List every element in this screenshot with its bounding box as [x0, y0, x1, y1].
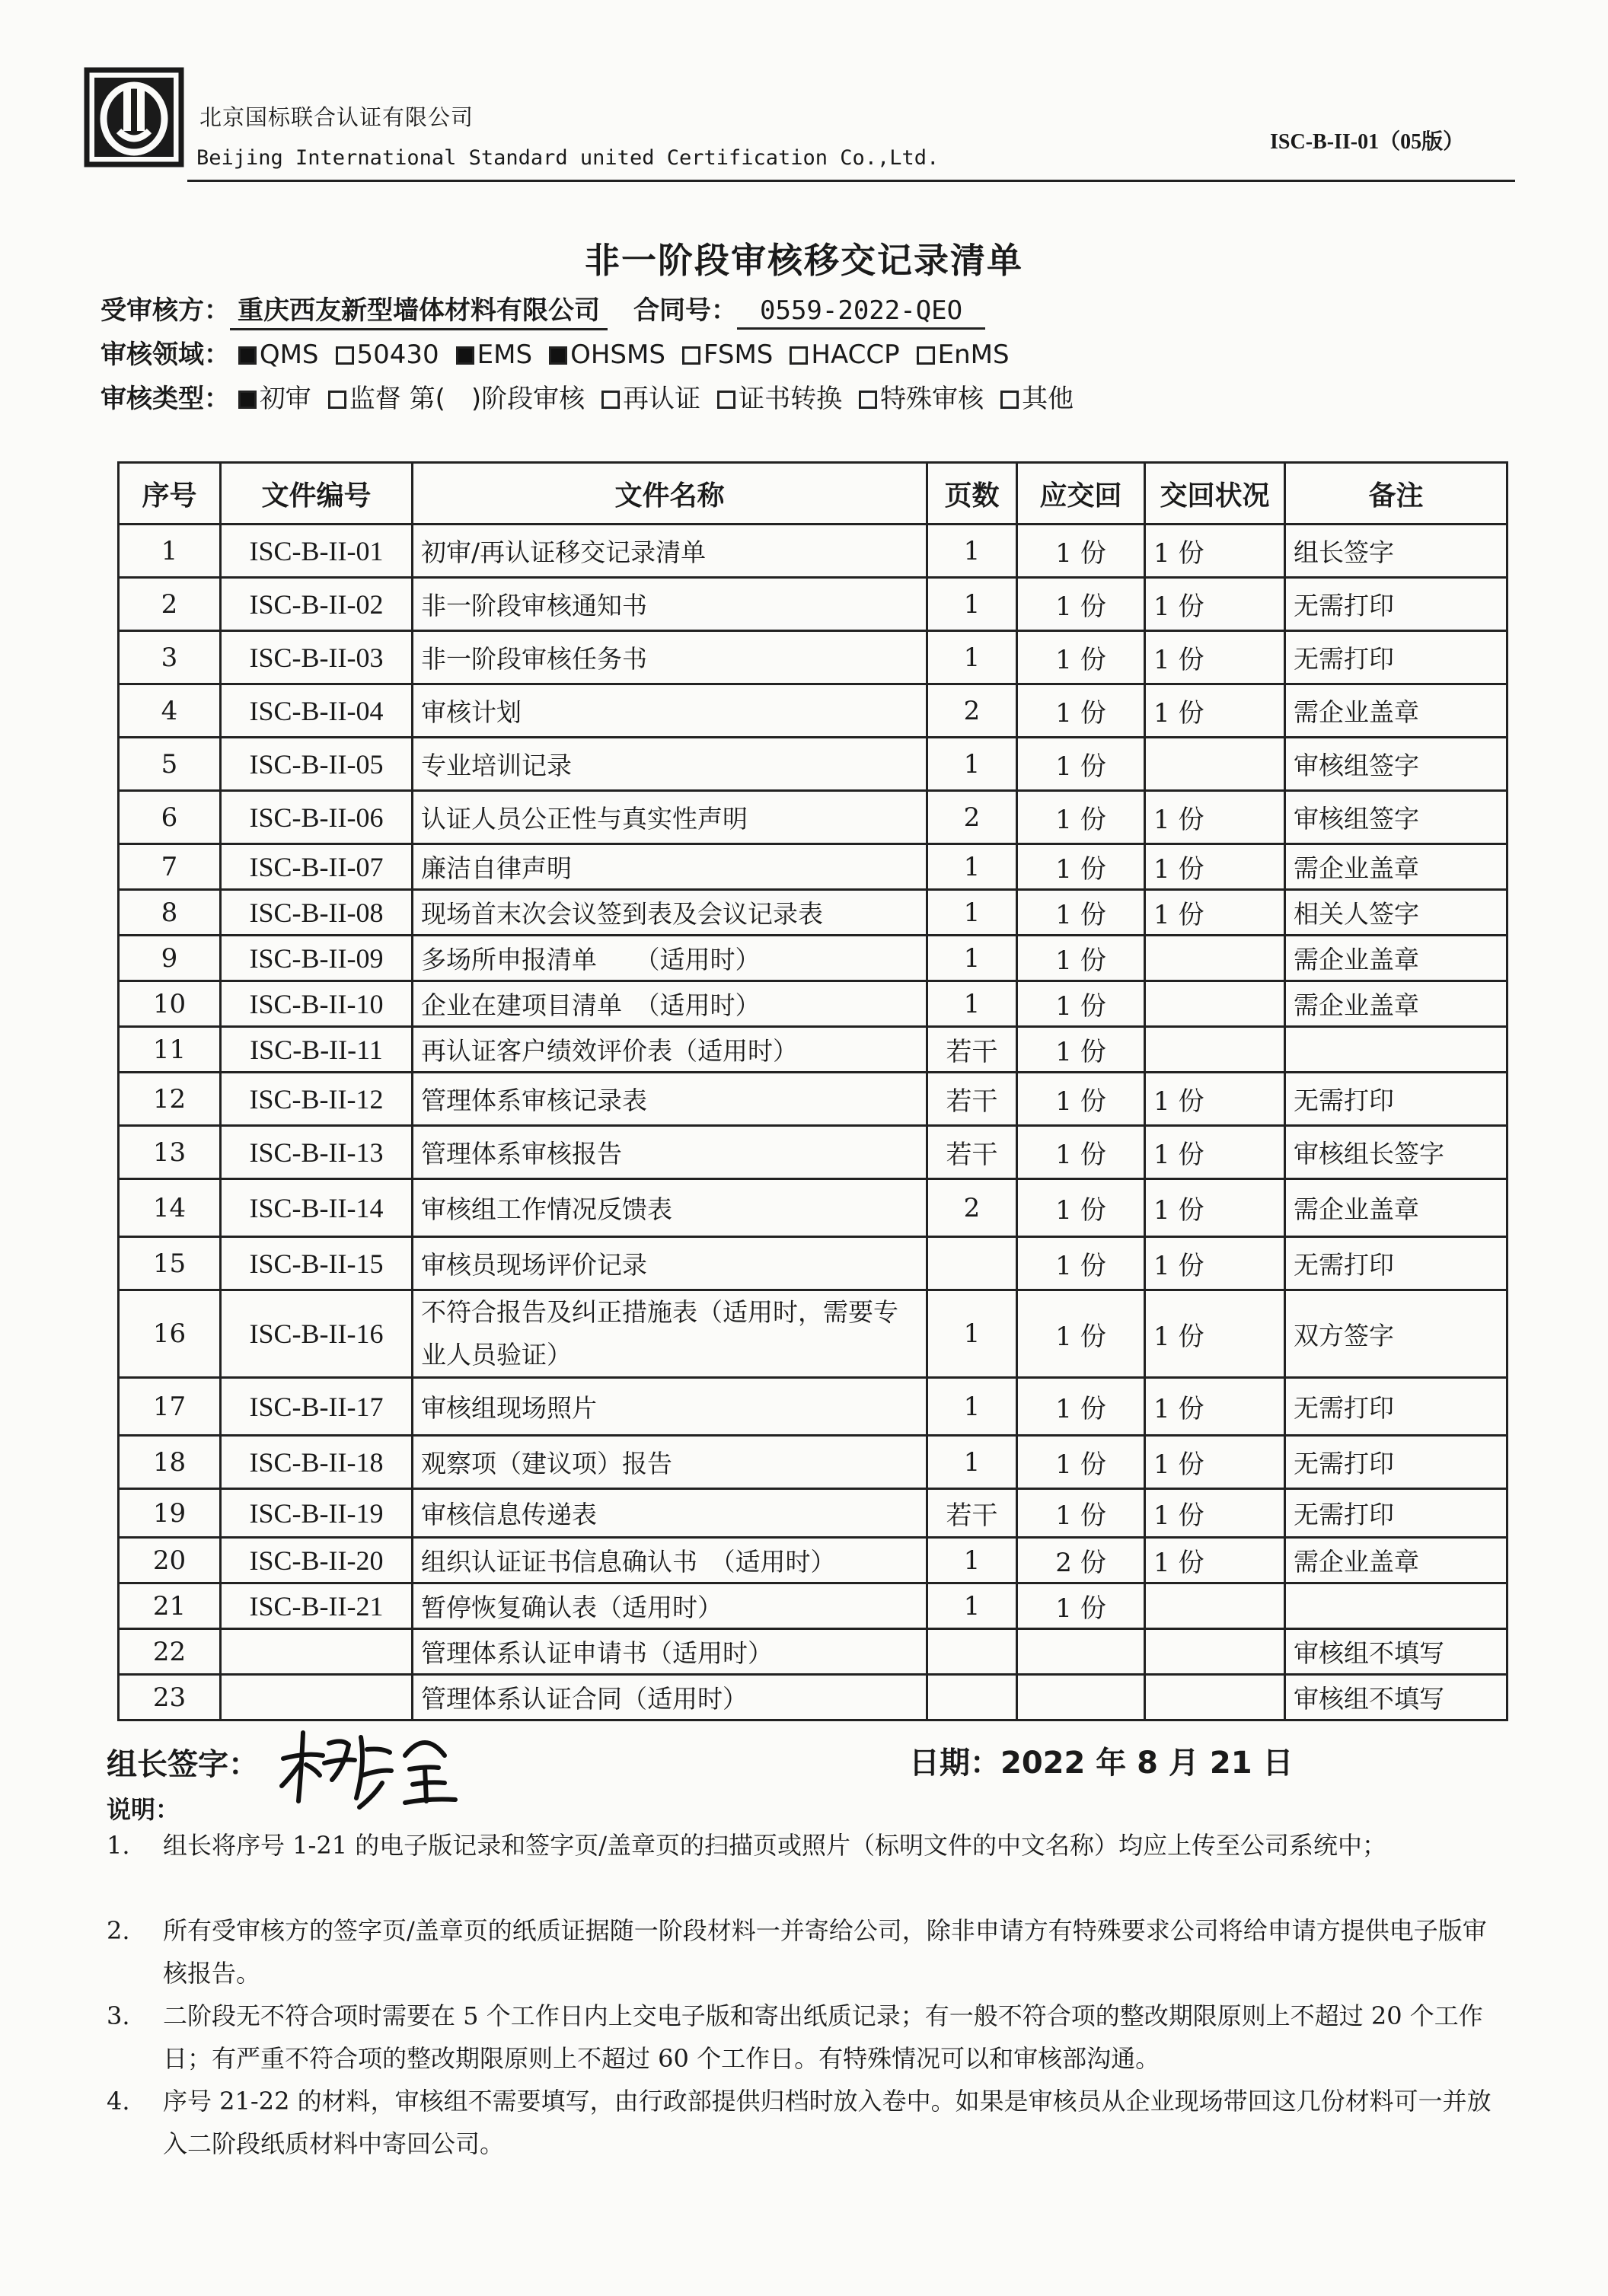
- cell-seq: 19: [119, 1489, 221, 1538]
- company-name-cn: 北京国标联合认证有限公司: [199, 104, 474, 130]
- cell-return-status: 1 份: [1145, 791, 1285, 844]
- cell-remarks: 审核组不填写: [1285, 1675, 1508, 1720]
- cell-pages: 1: [927, 525, 1017, 578]
- contract-value: 0559-2022-QEO: [737, 295, 985, 330]
- table-row: [119, 981, 1508, 1027]
- cell-file-code: [221, 1675, 413, 1720]
- cell-return-status: 1 份: [1145, 844, 1285, 890]
- table-header-row: [119, 463, 1508, 525]
- cell-file-name: 企业在建项目清单 （适用时）: [413, 981, 927, 1027]
- company-name-en: Beijing International Standard united Certification Co.,Ltd.: [196, 146, 940, 170]
- checkbox-unchecked: [601, 391, 620, 409]
- note-number: 4.: [107, 2087, 130, 2116]
- cell-file-name: 初审/再认证移交记录清单: [413, 525, 927, 578]
- cell-pages: 若干: [927, 1027, 1017, 1073]
- cell-return-status: [1145, 936, 1285, 981]
- checkbox-unchecked: [717, 391, 735, 409]
- cell-return-status: 1 份: [1145, 525, 1285, 578]
- note-item: [107, 1909, 1508, 1995]
- cell-remarks: 相关人签字: [1285, 890, 1508, 936]
- cell-to-return: [1017, 1629, 1145, 1675]
- cell-remarks: 需企业盖章: [1285, 844, 1508, 890]
- checkbox-checked: [549, 346, 567, 365]
- cell-pages: 1: [927, 631, 1017, 684]
- cell-to-return: 1 份: [1017, 1073, 1145, 1126]
- company-logo: [84, 67, 184, 167]
- cell-pages: 1: [927, 1583, 1017, 1629]
- option-label: 初审: [259, 384, 311, 414]
- option-item: [549, 340, 665, 370]
- cell-seq: 11: [119, 1027, 221, 1073]
- form-code: ISC-B-II-01（05版）: [1270, 130, 1465, 154]
- table-row: [119, 844, 1508, 890]
- option-item: [790, 340, 899, 370]
- cell-return-status: 1 份: [1145, 1538, 1285, 1583]
- option-item: [717, 384, 842, 414]
- note-text: 二阶段无不符合项时需要在 5 个工作日内上交电子版和寄出纸质记录；有一般不符合项的整改期限原则上不超过 20 个工作日；有严重不符合项的整改期限原则上不超过 60 个工作日。有特殊情况可以和审核部沟通。: [163, 2001, 1483, 2073]
- cell-file-name: 暂停恢复确认表（适用时）: [413, 1583, 927, 1629]
- checkbox-checked: [238, 346, 257, 365]
- table-row: [119, 1489, 1508, 1538]
- auditee-value: 重庆西友新型墙体材料有限公司: [230, 289, 608, 330]
- option-item: [336, 340, 439, 370]
- cell-seq: 18: [119, 1436, 221, 1489]
- cell-return-status: 1 份: [1145, 631, 1285, 684]
- cell-file-name: 审核组现场照片: [413, 1378, 927, 1436]
- cell-file-name: 管理体系认证申请书（适用时）: [413, 1629, 927, 1675]
- option-label: EMS: [477, 340, 533, 370]
- cell-seq: 16: [119, 1290, 221, 1378]
- cell-file-code: [221, 1629, 413, 1675]
- cell-file-code: ISC-B-II-19: [221, 1489, 413, 1538]
- cell-file-code: ISC-B-II-13: [221, 1126, 413, 1179]
- checkbox-unchecked: [1000, 391, 1019, 409]
- option-label: 其他: [1022, 384, 1074, 414]
- cell-to-return: 2 份: [1017, 1538, 1145, 1583]
- cell-to-return: 1 份: [1017, 791, 1145, 844]
- cell-to-return: 1 份: [1017, 936, 1145, 981]
- table-row: [119, 1290, 1508, 1378]
- notes-heading: 说明：: [107, 1795, 180, 1824]
- table-row: [119, 1073, 1508, 1126]
- cell-to-return: 1 份: [1017, 1378, 1145, 1436]
- checkbox-unchecked: [336, 346, 354, 365]
- cell-file-code: ISC-B-II-10: [221, 981, 413, 1027]
- cell-to-return: 1 份: [1017, 684, 1145, 738]
- header-file-code: 文件编号: [221, 463, 413, 525]
- option-label: QMS: [259, 340, 319, 370]
- cell-seq: 23: [119, 1675, 221, 1720]
- cell-file-code: ISC-B-II-09: [221, 936, 413, 981]
- cell-file-code: ISC-B-II-20: [221, 1538, 413, 1583]
- option-item: [917, 340, 1010, 370]
- option-label: 特殊审核: [880, 384, 984, 414]
- note-item: [107, 2080, 1508, 2165]
- table-row: [119, 890, 1508, 936]
- note-number: 1.: [107, 1831, 130, 1860]
- cell-file-code: ISC-B-II-14: [221, 1179, 413, 1237]
- cell-file-code: ISC-B-II-15: [221, 1237, 413, 1290]
- cell-to-return: 1 份: [1017, 631, 1145, 684]
- cell-file-code: ISC-B-II-12: [221, 1073, 413, 1126]
- cell-remarks: 需企业盖章: [1285, 1538, 1508, 1583]
- cell-pages: [927, 1675, 1017, 1720]
- cell-pages: 1: [927, 1290, 1017, 1378]
- cell-return-status: 1 份: [1145, 1436, 1285, 1489]
- table-row: [119, 1179, 1508, 1237]
- table-row: [119, 1237, 1508, 1290]
- table-row: [119, 1126, 1508, 1179]
- table-row: [119, 1027, 1508, 1073]
- cell-return-status: 1 份: [1145, 1179, 1285, 1237]
- table-row: [119, 738, 1508, 791]
- cell-pages: 1: [927, 578, 1017, 631]
- header-remarks: 备注: [1285, 463, 1508, 525]
- header-return-status: 交回状况: [1145, 463, 1285, 525]
- audit-type-row: [100, 378, 1090, 415]
- note-text: 组长将序号 1-21 的电子版记录和签字页/盖章页的扫描页或照片（标明文件的中文名称）均应上传至公司系统中；: [163, 1831, 1387, 1860]
- option-label: 50430: [356, 340, 439, 370]
- cell-seq: 7: [119, 844, 221, 890]
- cell-seq: 17: [119, 1378, 221, 1436]
- cell-pages: [927, 1237, 1017, 1290]
- note-number: 3.: [107, 2001, 130, 2030]
- cell-pages: 1: [927, 738, 1017, 791]
- note-text: 序号 21-22 的材料，审核组不需要填写，由行政部提供归档时放入卷中。如果是审核员从企业现场带回这几份材料可一并放入二阶段纸质材料中寄回公司。: [163, 2087, 1492, 2158]
- option-item: [238, 340, 319, 370]
- cell-file-name: 再认证客户绩效评价表（适用时）: [413, 1027, 927, 1073]
- cell-remarks: [1285, 1583, 1508, 1629]
- cell-remarks: 双方签字: [1285, 1290, 1508, 1378]
- note-text: 所有受审核方的签字页/盖章页的纸质证据随一阶段材料一并寄给公司，除非申请方有特殊要求公司将给申请方提供电子版审核报告。: [163, 1916, 1487, 1988]
- document-title: 非一阶段审核移交记录清单: [585, 240, 1023, 281]
- cell-return-status: 1 份: [1145, 1126, 1285, 1179]
- cell-remarks: 审核组长签字: [1285, 1126, 1508, 1179]
- checkbox-unchecked: [682, 346, 700, 365]
- cell-remarks: 无需打印: [1285, 1489, 1508, 1538]
- table-row: [119, 936, 1508, 981]
- cell-return-status: [1145, 738, 1285, 791]
- table-row: [119, 578, 1508, 631]
- cell-remarks: 无需打印: [1285, 1237, 1508, 1290]
- cell-remarks: 审核组不填写: [1285, 1629, 1508, 1675]
- cell-to-return: 1 份: [1017, 738, 1145, 791]
- cell-return-status: 1 份: [1145, 1290, 1285, 1378]
- cell-seq: 9: [119, 936, 221, 981]
- cell-return-status: [1145, 1675, 1285, 1720]
- cell-remarks: 无需打印: [1285, 1436, 1508, 1489]
- table-row: [119, 1378, 1508, 1436]
- cell-return-status: [1145, 1027, 1285, 1073]
- cell-file-name: 现场首末次会议签到表及会议记录表: [413, 890, 927, 936]
- header-pages: 页数: [927, 463, 1017, 525]
- cell-return-status: 1 份: [1145, 1237, 1285, 1290]
- table-row: [119, 1675, 1508, 1720]
- cell-return-status: [1145, 1629, 1285, 1675]
- cell-file-code: ISC-B-II-04: [221, 684, 413, 738]
- cell-pages: 1: [927, 1538, 1017, 1583]
- table-body: [119, 525, 1508, 1720]
- cell-pages: 2: [927, 684, 1017, 738]
- audit-domain-label: 审核领域：: [100, 340, 230, 370]
- cell-to-return: 1 份: [1017, 981, 1145, 1027]
- cell-pages: 1: [927, 890, 1017, 936]
- option-label: 监督 第( )阶段审核: [349, 384, 585, 414]
- cell-seq: 14: [119, 1179, 221, 1237]
- audit-type-label: 审核类型：: [100, 384, 230, 414]
- cell-file-code: ISC-B-II-01: [221, 525, 413, 578]
- cell-to-return: 1 份: [1017, 525, 1145, 578]
- cell-file-name: 多场所申报清单 （适用时）: [413, 936, 927, 981]
- option-label: OHSMS: [570, 340, 665, 370]
- cell-to-return: 1 份: [1017, 1290, 1145, 1378]
- cell-file-code: ISC-B-II-06: [221, 791, 413, 844]
- cell-to-return: 1 份: [1017, 1237, 1145, 1290]
- cell-pages: 若干: [927, 1073, 1017, 1126]
- cell-pages: 1: [927, 844, 1017, 890]
- cell-file-name: 非一阶段审核通知书: [413, 578, 927, 631]
- cell-pages: 2: [927, 791, 1017, 844]
- checkbox-unchecked: [790, 346, 808, 365]
- cell-return-status: 1 份: [1145, 1073, 1285, 1126]
- cell-pages: 1: [927, 1436, 1017, 1489]
- audit-domain-options: [238, 340, 1026, 370]
- option-label: EnMS: [937, 340, 1010, 370]
- option-item: [601, 384, 700, 414]
- option-item: [859, 384, 984, 414]
- cell-file-name: 管理体系认证合同（适用时）: [413, 1675, 927, 1720]
- cell-return-status: 1 份: [1145, 1378, 1285, 1436]
- option-item: [1000, 384, 1074, 414]
- cell-seq: 15: [119, 1237, 221, 1290]
- cell-to-return: 1 份: [1017, 844, 1145, 890]
- cell-pages: 若干: [927, 1126, 1017, 1179]
- cell-file-code: ISC-B-II-11: [221, 1027, 413, 1073]
- cell-return-status: 1 份: [1145, 1489, 1285, 1538]
- cell-to-return: 1 份: [1017, 1126, 1145, 1179]
- header-to-return: 应交回: [1017, 463, 1145, 525]
- cell-remarks: 需企业盖章: [1285, 684, 1508, 738]
- records-table: [117, 461, 1508, 1721]
- auditee-row: [100, 289, 985, 330]
- table-row: [119, 1629, 1508, 1675]
- cell-seq: 12: [119, 1073, 221, 1126]
- auditee-label: 受审核方：: [100, 295, 230, 326]
- option-label: 再认证: [623, 384, 701, 414]
- cell-file-name: 管理体系审核报告: [413, 1126, 927, 1179]
- cell-file-name: 不符合报告及纠正措施表（适用时，需要专业人员验证）: [413, 1290, 927, 1378]
- note-number: 2.: [107, 1916, 130, 1945]
- option-item: [238, 384, 311, 414]
- cell-file-code: ISC-B-II-18: [221, 1436, 413, 1489]
- cell-file-code: ISC-B-II-02: [221, 578, 413, 631]
- cell-seq: 2: [119, 578, 221, 631]
- cell-file-name: 审核计划: [413, 684, 927, 738]
- cell-seq: 20: [119, 1538, 221, 1583]
- cell-file-name: 组织认证证书信息确认书 （适用时）: [413, 1538, 927, 1583]
- cell-pages: [927, 1629, 1017, 1675]
- option-label: FSMS: [703, 340, 774, 370]
- option-item: [682, 340, 773, 370]
- cell-pages: 1: [927, 981, 1017, 1027]
- cell-remarks: 无需打印: [1285, 1378, 1508, 1436]
- cell-file-name: 观察项（建议项）报告: [413, 1436, 927, 1489]
- note-item: [107, 1824, 1508, 1867]
- cell-pages: 1: [927, 936, 1017, 981]
- contract-label: 合同号：: [633, 295, 737, 326]
- audit-type-options: [238, 384, 1090, 414]
- option-label: HACCP: [811, 340, 900, 370]
- cell-remarks: 审核组签字: [1285, 791, 1508, 844]
- table-row: [119, 1583, 1508, 1629]
- cell-remarks: 需企业盖章: [1285, 936, 1508, 981]
- cell-remarks: 无需打印: [1285, 1073, 1508, 1126]
- cell-file-name: 认证人员公正性与真实性声明: [413, 791, 927, 844]
- cell-to-return: 1 份: [1017, 578, 1145, 631]
- table-row: [119, 1436, 1508, 1489]
- checkbox-checked: [238, 391, 257, 409]
- cell-file-name: 廉洁自律声明: [413, 844, 927, 890]
- handwritten-signature: [276, 1722, 466, 1813]
- cell-remarks: 审核组签字: [1285, 738, 1508, 791]
- cell-return-status: [1145, 1583, 1285, 1629]
- cell-file-name: 审核信息传递表: [413, 1489, 927, 1538]
- cell-remarks: 需企业盖章: [1285, 1179, 1508, 1237]
- cell-to-return: 1 份: [1017, 1489, 1145, 1538]
- table-row: [119, 631, 1508, 684]
- cell-remarks: 组长签字: [1285, 525, 1508, 578]
- cell-file-code: ISC-B-II-03: [221, 631, 413, 684]
- cell-remarks: 需企业盖章: [1285, 981, 1508, 1027]
- cell-pages: 1: [927, 1378, 1017, 1436]
- cell-file-code: ISC-B-II-16: [221, 1290, 413, 1378]
- option-label: 证书转换: [739, 384, 843, 414]
- table-row: [119, 525, 1508, 578]
- cell-file-code: ISC-B-II-07: [221, 844, 413, 890]
- checkbox-checked: [456, 346, 474, 365]
- option-item: [456, 340, 532, 370]
- cell-seq: 4: [119, 684, 221, 738]
- cell-remarks: [1285, 1027, 1508, 1073]
- cell-file-name: 审核员现场评价记录: [413, 1237, 927, 1290]
- cell-file-code: ISC-B-II-05: [221, 738, 413, 791]
- cell-file-code: ISC-B-II-21: [221, 1583, 413, 1629]
- table-row: [119, 791, 1508, 844]
- cell-return-status: 1 份: [1145, 578, 1285, 631]
- checkbox-unchecked: [917, 346, 935, 365]
- cell-to-return: 1 份: [1017, 1583, 1145, 1629]
- cell-return-status: 1 份: [1145, 684, 1285, 738]
- cell-file-name: 非一阶段审核任务书: [413, 631, 927, 684]
- cell-file-code: ISC-B-II-17: [221, 1378, 413, 1436]
- checkbox-unchecked: [859, 391, 877, 409]
- cell-file-name: 审核组工作情况反馈表: [413, 1179, 927, 1237]
- cell-return-status: 1 份: [1145, 890, 1285, 936]
- cell-seq: 6: [119, 791, 221, 844]
- cell-seq: 13: [119, 1126, 221, 1179]
- table-row: [119, 1538, 1508, 1583]
- cell-seq: 5: [119, 738, 221, 791]
- cell-seq: 8: [119, 890, 221, 936]
- cell-to-return: 1 份: [1017, 890, 1145, 936]
- cell-file-name: 专业培训记录: [413, 738, 927, 791]
- header-seq: 序号: [119, 463, 221, 525]
- cell-seq: 1: [119, 525, 221, 578]
- cell-to-return: 1 份: [1017, 1179, 1145, 1237]
- cell-to-return: 1 份: [1017, 1436, 1145, 1489]
- header-file-name: 文件名称: [413, 463, 927, 525]
- cell-to-return: 1 份: [1017, 1027, 1145, 1073]
- header-divider: [187, 180, 1515, 182]
- cell-remarks: 无需打印: [1285, 631, 1508, 684]
- audit-domain-row: [100, 333, 1026, 371]
- cell-pages: 若干: [927, 1489, 1017, 1538]
- note-item: [107, 1995, 1508, 2080]
- cell-return-status: [1145, 981, 1285, 1027]
- cell-seq: 3: [119, 631, 221, 684]
- table-row: [119, 684, 1508, 738]
- signature-label: 组长签字：: [107, 1747, 259, 1782]
- cell-file-code: ISC-B-II-08: [221, 890, 413, 936]
- cell-to-return: [1017, 1675, 1145, 1720]
- checkbox-unchecked: [328, 391, 346, 409]
- cell-seq: 10: [119, 981, 221, 1027]
- cell-seq: 21: [119, 1583, 221, 1629]
- cell-pages: 2: [927, 1179, 1017, 1237]
- cell-file-name: 管理体系审核记录表: [413, 1073, 927, 1126]
- cell-remarks: 无需打印: [1285, 578, 1508, 631]
- cell-seq: 22: [119, 1629, 221, 1675]
- option-item: [328, 384, 585, 414]
- date-label: 日期：2022 年 8 月 21 日: [909, 1746, 1294, 1781]
